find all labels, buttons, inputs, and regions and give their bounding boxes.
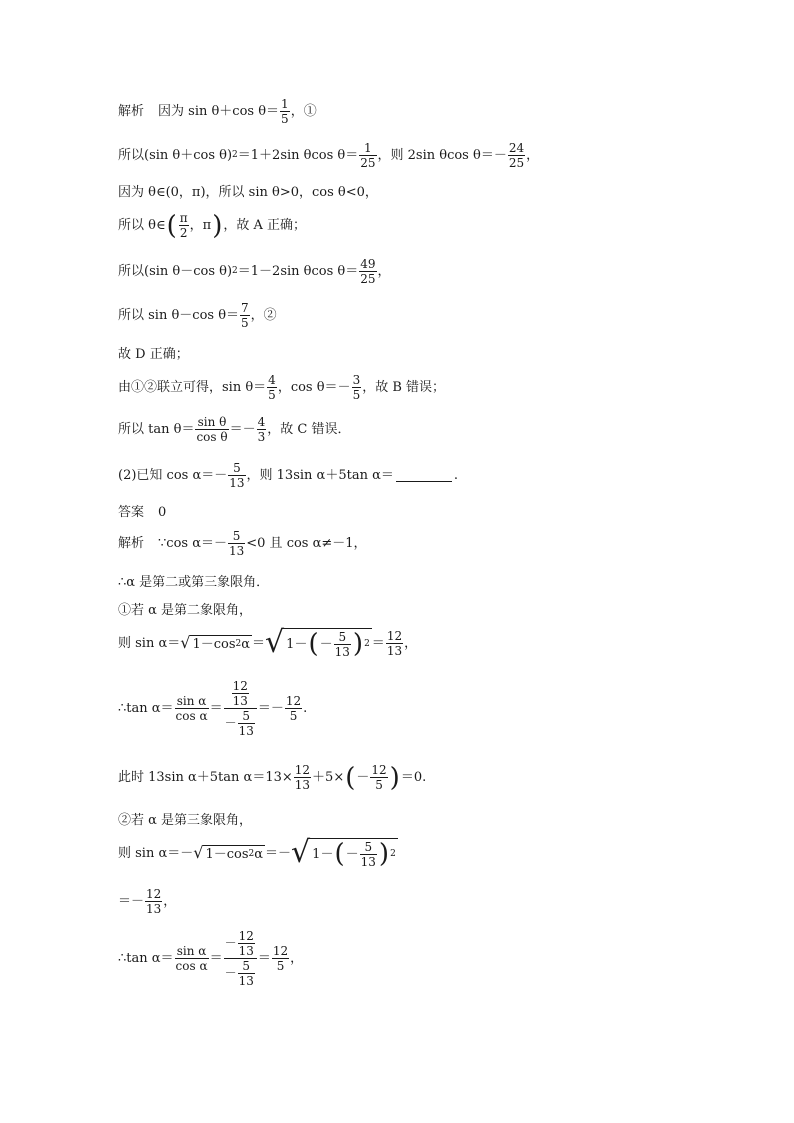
- fraction: $\frac{12}{13}$: [294, 763, 311, 792]
- text: ＝: [257, 951, 271, 966]
- analysis-line-12: [118, 530, 367, 557]
- equation-line-8: [118, 374, 445, 401]
- fraction: $\frac{12}{13}$: [146, 887, 162, 916]
- answer-value: 0: [158, 505, 167, 520]
- text: <0 且 cos α≠－1，: [246, 536, 367, 551]
- equation-line-21: [118, 930, 303, 987]
- fraction: $\frac{1}{5}$: [281, 97, 289, 126]
- text: ＋5×: [312, 770, 345, 785]
- equation-line-5: [118, 258, 391, 285]
- text: ＝: [209, 701, 223, 716]
- fraction: $\frac{3}{5}$: [352, 373, 361, 402]
- square-root: √ 1－cos 2 α: [193, 843, 264, 862]
- text: 则 sin α＝－: [118, 845, 194, 861]
- text: 所以(sin θ－cos θ): [118, 264, 233, 279]
- text: 则 sin α＝: [118, 635, 181, 651]
- text: ，: [163, 894, 177, 909]
- text: ，则 2sin θcos θ＝－: [377, 148, 507, 163]
- exponent: 2: [232, 266, 238, 276]
- text-line-13: [118, 576, 269, 589]
- equation-line-15: [118, 625, 418, 660]
- equation-line-19: [118, 835, 398, 870]
- text: ，②: [250, 308, 277, 323]
- text: .: [303, 701, 308, 716]
- square-root: √ 1－cos 2 α: [180, 633, 251, 652]
- minus-sign: －: [356, 770, 370, 785]
- equation-line-6: [118, 302, 277, 329]
- text: ＝: [252, 635, 266, 651]
- text: ＝1＋2sin θcos θ＝: [237, 148, 359, 163]
- complex-fraction: $\frac{12}{13}$ － $\frac{5}{13}$: [224, 680, 257, 737]
- text: ∴tan α＝: [118, 951, 174, 966]
- text: ，故 B 错误；: [362, 380, 446, 395]
- fraction: $\frac{5}{13}$: [229, 461, 245, 490]
- text: ∵cos α＝－: [158, 536, 227, 551]
- complex-fraction: － $\frac{12}{13}$ － $\frac{5}{13}$: [224, 930, 257, 987]
- fraction: $\frac{4}{3}$: [257, 415, 266, 444]
- left-paren: (: [345, 762, 356, 793]
- text: ，故 C 错误．: [267, 422, 351, 437]
- left-paren: (: [166, 210, 177, 241]
- text: ，cos θ＝－: [277, 380, 351, 395]
- square-root: √ 1－ ( － $\frac{5}{13}$ ) 2: [265, 625, 370, 660]
- text: 故 D 正确；: [118, 347, 189, 362]
- text: 所以(sin θ＋cos θ): [118, 148, 233, 163]
- text: ，π: [189, 218, 212, 233]
- answer-line: [118, 506, 166, 519]
- text: ，①: [290, 104, 317, 119]
- fraction: $\frac{\text{sin α}}{\text{cos α}}$: [175, 944, 208, 973]
- fraction: $\frac{12}{5}$: [285, 694, 302, 723]
- interval-line-4: [118, 212, 306, 239]
- answer-label: 答案: [118, 505, 145, 520]
- fraction: $\frac{12}{13}$: [386, 628, 403, 658]
- text: ①若 α 是第二象限角，: [118, 603, 253, 618]
- fraction: $\frac{\pi}{2}$: [179, 211, 188, 240]
- text: ②若 α 是第三象限角，: [118, 813, 253, 828]
- text: ，: [404, 635, 418, 651]
- text-line-18: [118, 814, 252, 827]
- text: .: [453, 468, 458, 483]
- analysis-line-1: [118, 98, 317, 125]
- fraction: $\frac{12}{5}$: [371, 763, 387, 792]
- text: ∴α 是第二或第三象限角．: [118, 575, 270, 590]
- text-line-7: [118, 348, 189, 361]
- answer-blank: [396, 469, 452, 482]
- fraction: $\frac{7}{5}$: [241, 301, 249, 330]
- right-paren: ): [389, 762, 400, 793]
- exponent: 2: [232, 150, 238, 160]
- text: ∴tan α＝: [118, 701, 174, 716]
- text: 所以 sin θ－cos θ＝: [118, 308, 240, 323]
- text: ＝: [209, 951, 223, 966]
- text: ，: [526, 148, 540, 163]
- analysis-label: 解析: [118, 104, 145, 119]
- equation-line-17: [118, 764, 426, 791]
- text: 由①②联立可得，sin θ＝: [118, 380, 267, 395]
- text: ＝－: [265, 845, 292, 861]
- text: (2)已知 cos α＝－: [118, 468, 228, 483]
- fraction: $\frac{12}{5}$: [272, 944, 289, 973]
- text-line-3: [118, 186, 378, 199]
- text: ，: [290, 951, 304, 966]
- text: ＝1－2sin θcos θ＝: [237, 264, 359, 279]
- question-line-10: [118, 462, 458, 489]
- text: ＝－: [257, 701, 284, 716]
- fraction: $\frac{\text{sin θ}}{\text{cos θ}}$: [196, 415, 228, 444]
- square-root: √ 1－ ( － $\frac{5}{13}$ ) 2: [291, 835, 396, 870]
- fraction: $\frac{24}{25}$: [508, 141, 525, 170]
- fraction: $\frac{5}{13}$: [228, 529, 245, 558]
- equation-line-2: [118, 142, 539, 169]
- text: 因为 θ∈(0，π)，所以 sin θ>0，cos θ<0，: [118, 185, 378, 200]
- fraction: $\frac{49}{25}$: [360, 257, 376, 286]
- text: ＝0.: [400, 770, 427, 785]
- equation-line-9: [118, 416, 350, 443]
- fraction: $\frac{1}{25}$: [360, 141, 376, 170]
- equation-line-16: [118, 680, 307, 737]
- fraction: $\frac{\text{sin α}}{\text{cos α}}$: [175, 694, 208, 723]
- analysis-label: 解析: [118, 536, 145, 551]
- text: 所以 tan θ＝: [118, 422, 195, 437]
- text: ，: [377, 264, 391, 279]
- text: ＝－: [118, 894, 145, 909]
- fraction: $\frac{4}{5}$: [268, 373, 276, 402]
- text: ＝－: [229, 422, 256, 437]
- text: ，则 13sin α＋5tan α＝: [246, 468, 394, 483]
- text: 所以 θ∈: [118, 218, 166, 233]
- right-paren: ): [212, 210, 223, 241]
- text-line-14: [118, 604, 252, 617]
- text: 此时 13sin α＋5tan α＝13×: [118, 770, 293, 785]
- equation-line-20: [118, 888, 176, 915]
- text: ，故 A 正确；: [223, 218, 306, 233]
- text: ＝: [371, 635, 385, 651]
- text: 因为 sin θ＋cos θ＝: [158, 104, 280, 119]
